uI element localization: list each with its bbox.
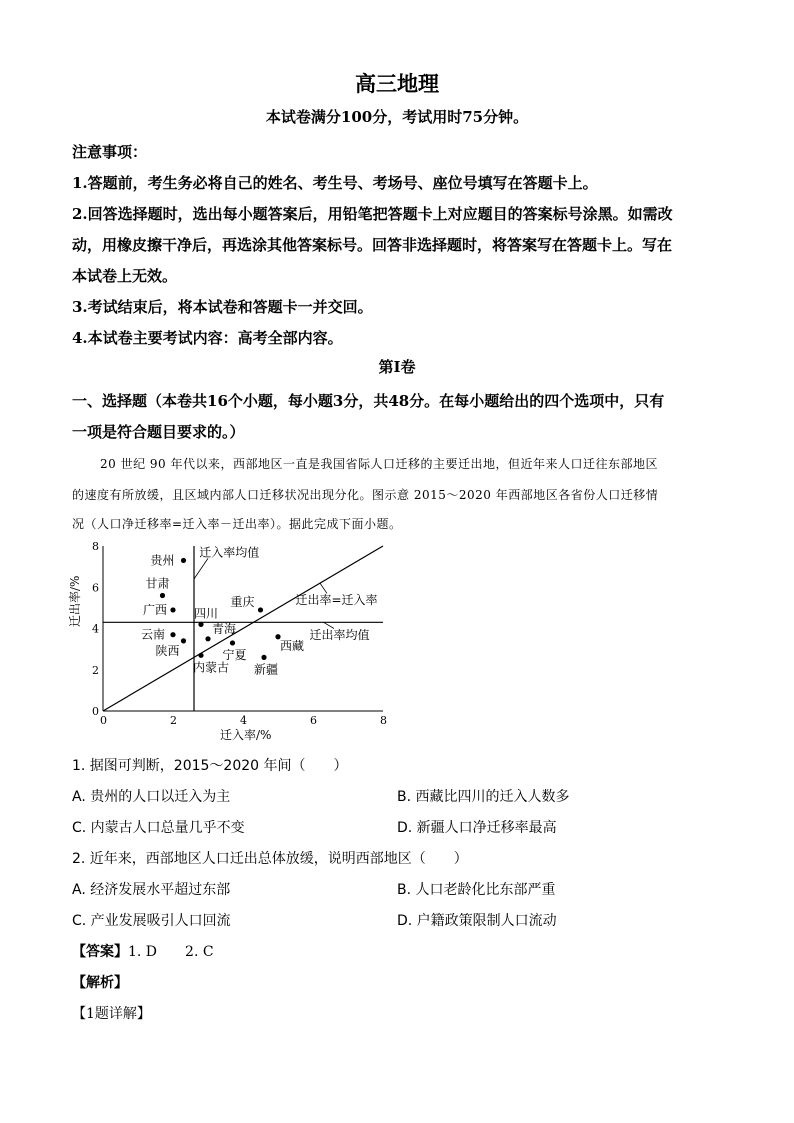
- point-label: 青海: [212, 621, 237, 636]
- q2-option-d: D. 户籍政策限制人口流动: [397, 913, 557, 929]
- point-四川: [198, 622, 203, 627]
- point-label: 新疆: [254, 662, 279, 677]
- q2-option-b: B. 人口老龄化比东部严重: [397, 882, 556, 898]
- point-陕西: [181, 638, 186, 643]
- point-label: 云南: [141, 627, 166, 642]
- y-tick-label: 8: [92, 540, 99, 553]
- y-tick-label: 6: [92, 581, 99, 595]
- avg-in-annotation: 迁入率均值: [199, 545, 260, 560]
- x-tick-label: 4: [240, 714, 247, 727]
- section-heading: 一、选择题（本卷共16个小题，每小题3分，共48分。在每小题给出的四个选项中，只有: [72, 392, 665, 410]
- point-云南: [170, 632, 175, 637]
- point-label: 西藏: [280, 638, 305, 653]
- note-line: 本试卷上无效。: [72, 267, 178, 285]
- point-内蒙古: [198, 653, 203, 658]
- point-宁夏: [230, 640, 235, 645]
- point-label: 陕西: [155, 643, 180, 658]
- detail-label: 【1题详解】: [72, 1006, 151, 1022]
- note-line: 2.回答选择题时，选出每小题答案后，用铅笔把答题卡上对应题目的答案标号涂黑。如需改: [72, 205, 673, 223]
- point-label: 内蒙古: [193, 660, 230, 675]
- page-title: 高三地理: [355, 71, 439, 96]
- answer-values: 1. D 2. C: [128, 944, 214, 960]
- stimulus-line: 的速度有所放缓，且区域内部人口迁移状况出现分化。图示意 2015～2020 年西部地区各省份人口迁移情: [72, 488, 659, 502]
- point-甘肃: [160, 593, 165, 598]
- point-label: 贵州: [150, 553, 175, 568]
- q1-option-a: A. 贵州的人口以迁入为主: [72, 789, 231, 805]
- part-title: 第Ⅰ卷: [378, 358, 416, 376]
- diagonal-annotation: 迁出率=迁入率: [295, 592, 378, 607]
- stimulus-line: 况（人口净迁移率=迁入率－迁出率）。据此完成下面小题。: [72, 517, 402, 531]
- point-新疆: [261, 655, 266, 660]
- q1-option-c: C. 内蒙古人口总量几乎不变: [72, 820, 245, 836]
- y-axis-label: 迁出率/%: [68, 575, 82, 627]
- point-重庆: [258, 607, 263, 612]
- avg-in-leader: [194, 558, 208, 579]
- point-label: 甘肃: [145, 576, 170, 591]
- point-label: 四川: [194, 606, 219, 621]
- x-tick-label: 6: [310, 714, 317, 727]
- stimulus-line: 20 世纪 90 年代以来，西部地区一直是我国省际人口迁移的主要迁出地，但近年来人口迁往东部地区: [100, 457, 658, 471]
- y-tick-label: 0: [92, 705, 99, 718]
- analysis-label: 【解析】: [72, 975, 128, 991]
- x-tick-label: 0: [100, 714, 107, 727]
- x-tick-label: 8: [380, 714, 387, 727]
- q2-option-c: C. 产业发展吸引人口回流: [72, 913, 231, 929]
- point-贵州: [181, 558, 186, 563]
- point-label: 广西: [143, 602, 168, 617]
- note-line: 1.答题前，考生务必将自己的姓名、考生号、考场号、座位号填写在答题卡上。: [72, 174, 598, 192]
- point-label: 重庆: [230, 594, 255, 609]
- q1-option-b: B. 西藏比四川的迁入人数多: [397, 789, 570, 805]
- answer-line: [72, 941, 214, 961]
- q2-stem: 2. 近年来，西部地区人口迁出总体放缓，说明西部地区（ ）: [72, 851, 468, 867]
- note-line: 动，用橡皮擦干净后，再选涂其他答案标号。回答非选择题时，将答案写在答题卡上。写在: [72, 236, 673, 254]
- section-heading-cont: 一项是符合题目要求的。）: [72, 423, 245, 441]
- answer-label: 【答案】: [72, 944, 128, 960]
- x-axis-label: 迁入率/%: [220, 728, 272, 742]
- x-tick-label: 2: [170, 714, 177, 727]
- q1-option-d: D. 新疆人口净迁移率最高: [397, 820, 557, 836]
- point-青海: [205, 636, 210, 641]
- migration-scatter-chart: [60, 535, 400, 750]
- point-广西: [170, 607, 175, 612]
- q2-option-a: A. 经济发展水平超过东部: [72, 882, 231, 898]
- note-line: 4.本试卷主要考试内容：高考全部内容。: [72, 329, 343, 347]
- y-tick-label: 4: [92, 622, 99, 636]
- y-tick-label: 2: [92, 663, 99, 677]
- exam-info: 本试卷满分100分，考试用时75分钟。: [265, 108, 529, 126]
- point-label: 宁夏: [222, 647, 247, 662]
- q1-stem: 1. 据图可判断，2015～2020 年间（ ）: [72, 758, 348, 774]
- avg-out-annotation: 迁出率均值: [309, 627, 370, 642]
- note-line: 3.考试结束后，将本试卷和答题卡一并交回。: [72, 298, 373, 316]
- notes-heading: 注意事项：: [72, 143, 148, 161]
